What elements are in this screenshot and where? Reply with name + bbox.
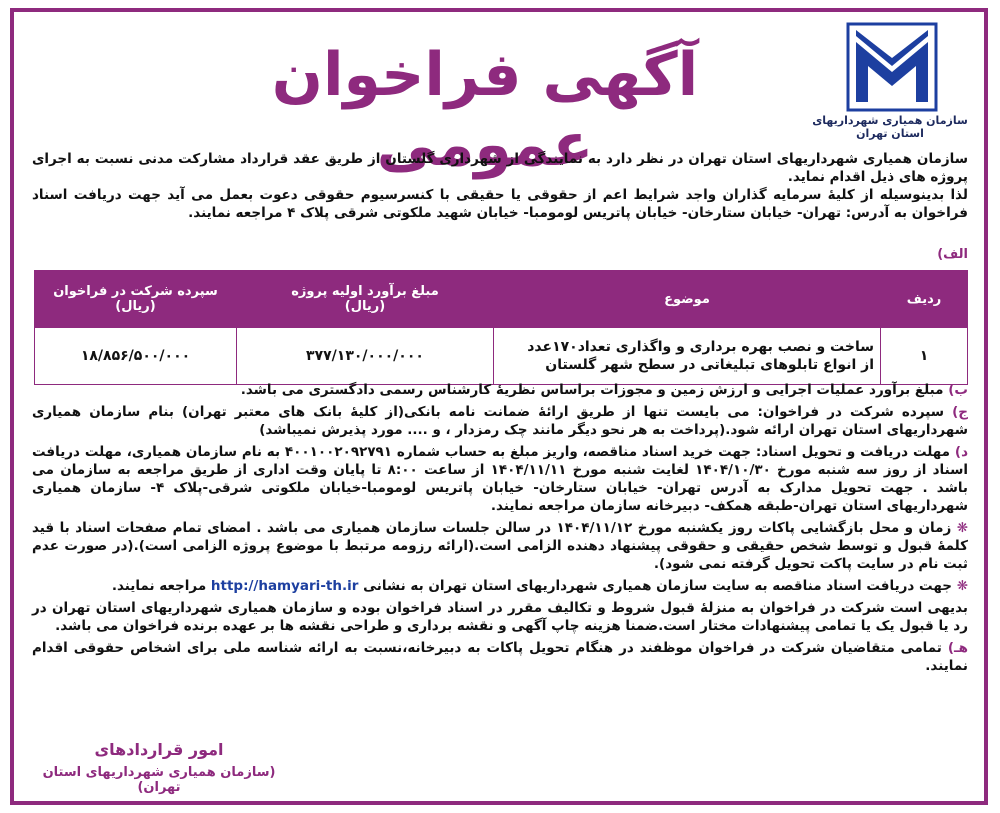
intro-line-2: لذا بدینوسیله از کلیهٔ سرمایه گذاران واجد شرایط اعم از حقوقی یا حقیقی با کنسرسیوم حقوقی دعوت بعمل می آید جهت دریافت اسناد فراخوان به آدرس: تهران- خیابان ستارخان- خیابان پاتریس لومومبا- خیابان شهید ملکوتی شرقی پلاک ۴ مراجعه نمایند.: [32, 187, 968, 221]
organization-logo: [810, 22, 970, 140]
organization-caption: سازمان همیاری شهرداریهای استان تهران: [812, 114, 968, 140]
table-header-row: [35, 271, 968, 328]
website-text-before: جهت دریافت اسناد مناقصه به سایت سازمان همیاری شهرداریهای استان تهران به نشانی: [363, 578, 952, 594]
page-title: آگهی فراخوان عمومی: [271, 40, 699, 180]
header-row-number: ردیف: [881, 271, 968, 328]
website-link[interactable]: http://hamyari-th.ir: [210, 578, 359, 594]
signature-title: امور قراردادهای: [94, 740, 224, 759]
bullet-icon: ❋: [956, 578, 968, 594]
section-d-text: مهلت دریافت و تحویل اسناد: جهت خرید اسناد مناقصه، واریز مبلغ به حساب شماره ۴۰۰۱۰۰۲۰۹۲۷۹۱ به نام سازمان همیاری، مهلت دریافت اسناد از روز سه شنبه مورخ ۱۴۰۴/۱۰/۳۰ لغایت شنبه مورخ ۱۴۰۴/۱۱/۱۱ از ساعت ۸:۰۰ تا پایان وقت اداری از طریق مراجعه به سازمان می باشد . جهت تحویل مدارک به آدرس تهران- خیابان ستارخان- خیابان پاتریس لومومبا-خیابان ملکوتی شرقی-پلاک ۴- سازمان همیاری شهرداریهای استان تهران-طبقه همکف- دبیرخانه سازمان مراجعه نمایند.: [32, 444, 969, 514]
signature-org: (سازمان همیاری شهرداریهای استان تهران): [42, 765, 276, 795]
cell-row-number: ۱: [881, 328, 968, 385]
website-paragraph: [32, 577, 968, 595]
obvious-paragraph: بدیهی است شرکت در فراخوان به منزلهٔ قبول شروط و تکالیف مقرر در اسناد فراخوان بوده و سازمان همیاری شهرداریهای استان تهران در رد یا قبول یک یا تمامی پیشنهادات مختار است.ضمنا هزینه چاپ آگهی و نقشه برداری و طراحی نقشه ها بر عهده برنده فراخوان می باشد.: [32, 600, 968, 634]
section-b-mark: ب): [948, 382, 968, 398]
cell-estimate: ۳۷۷/۱۳۰/۰۰۰/۰۰۰: [237, 328, 494, 385]
intro-text: [32, 150, 968, 222]
conditions-text: [32, 381, 968, 679]
section-a-label: الف): [937, 247, 968, 262]
cell-subject: [494, 328, 881, 385]
header-deposit: سپرده شرکت در فراخوان (ریال): [35, 271, 237, 328]
cell-deposit: ۱۸/۸۵۶/۵۰۰/۰۰۰: [35, 328, 237, 385]
subject-line-2: از انواع تابلوهای تبلیغاتی در سطح شهر گلستان: [545, 357, 874, 373]
intro-line-1: سازمان همیاری شهرداریهای استان تهران در نظر دارد به نمایندگی از شهرداری گلستان از طریق عقد قرارداد مشارکت مدنی نسبت به اجرای پروژه های ذیل اقدام نماید.: [32, 151, 968, 185]
subject-line-1: ساخت و نصب بهره برداری و واگذاری تعداد۱۷۰عدد: [527, 339, 874, 355]
section-h: [32, 639, 968, 675]
section-d: [32, 443, 968, 515]
section-h-mark: هـ): [947, 640, 968, 656]
section-b: [32, 381, 968, 399]
opening-text: زمان و محل بازگشایی پاکات روز یکشنبه مورخ ۱۴۰۴/۱۱/۱۲ در سالن جلسات سازمان همیاری می باشد . امضای تمام صفحات اسناد با قید کلمهٔ قبول و توسط شخص حقیقی و حقوقی پیشنهاد دهنده الزامی است.(ارائه رزومه مرتبط با موضوع پروژه الزامی است).(در صورت عدم ثبت نام در سایت پاکت تحویل گرفته نمی شود).: [32, 520, 968, 572]
section-c-mark: ج): [952, 404, 969, 420]
section-h-text: تمامی متقاضیان شرکت در فراخوان موظفند در هنگام تحویل پاکات به دبیرخانه،نسبت به ارائه شناسه ملی برای اشخاص حقوقی اقدام نمایند.: [32, 640, 968, 674]
section-c: [32, 403, 968, 439]
bullet-icon: ❋: [956, 520, 968, 536]
website-text-after: مراجعه نمایند.: [111, 578, 207, 594]
opening-paragraph: [32, 519, 968, 573]
organization-logo-icon: [846, 22, 938, 112]
table-row: [35, 328, 968, 385]
header-subject: موضوع: [494, 271, 881, 328]
section-d-mark: د): [954, 444, 969, 460]
section-c-text: سپرده شرکت در فراخوان: می بایست تنها از طریق ارائهٔ ضمانت نامه بانکی(از کلیهٔ بانک های معتبر تهران) بنام سازمان همیاری شهرداریهای استان تهران ارائه شود.(پرداخت به هر نحو دیگر مانند چک رمزدار ، و .... مورد پذیرش نمیباشد): [32, 404, 968, 438]
tender-table: [34, 270, 968, 385]
section-b-text: مبلغ برآورد عملیات اجرایی و ارزش زمین و مجوزات براساس نظریهٔ کارشناس رسمی دادگستری می باشد.: [240, 382, 944, 398]
signature-block: [34, 740, 284, 795]
header-estimate: مبلغ برآورد اولیه پروژه (ریال): [237, 271, 494, 328]
